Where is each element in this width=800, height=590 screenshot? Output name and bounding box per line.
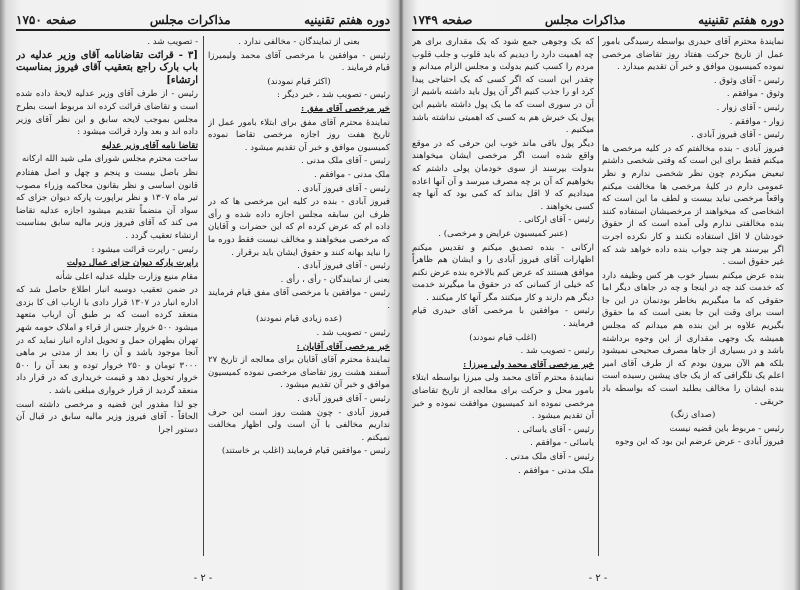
left-page-header — [16, 11, 390, 31]
right-page-header — [412, 11, 784, 31]
paragraph: بنده عرض میکنم بسیار خوب هر کس وظیفه دارد که خدمت کند چه در اینجا و چه در جاهای دیگر اما حقوقی که ما میگیریم بخاطر بودنمان در این جا است برای وقت این جا بعنی است که ما حقوق بگیریم علاوه بر این بنده هم میدانم که مجلس همیشه یک وجهی مقداری از این وجوه برداشته باشد و در بسیاری از جاها مصرف صحیحی نمیشود بلکه هم الآن بیرون بودم که از طرف آقای امیر اعلم یک تلگرافی که از یک جای پیشین رسیده است بنده ایشان را مخالف بطلبد است که بواسطه باد حریقی . — [602, 270, 784, 407]
paragraph: دیگر پول باقی ماند خوب این حرفی که در موقع واقع شده است اگر مرخصی ایشان میخواهند بدولت بپرسند از سوی خودمان پولی داشتم که بخواهیم که آن بر چه مصرف میرسد و آن آنها اعاده میدادیم که لا اقل بداند که کمی بود که آنها چه کسی بخواهند . — [412, 138, 594, 212]
paragraph: رئیس - آقای فیروز آبادی . — [297, 261, 390, 272]
right-page-footer: - ٢ - — [588, 573, 608, 584]
left-page-title: مذاکرات مجلس — [149, 13, 231, 27]
paragraph: رئیس - تصویب شد . — [520, 346, 594, 357]
paragraph: فیروز آبادی - عرض عرضم این بود که این وجوه — [615, 437, 784, 448]
paragraph: رئیس - موافقین قیام فرمایند (اغلب بر خاستند) — [221, 446, 390, 457]
paragraph: وثوق - موافقم . — [726, 89, 784, 100]
paragraph: نمایندهٔ محترم آقای آقایان برای معالجه از تاریخ ۲۷ آسفند هشت روز تقاضای مرخصی نموده کمیسیون موافق و خبر آن تقدیم میشود . — [208, 355, 390, 391]
parenthetical-note: بعنی از تمایندگان - مخالفی ندارد . — [238, 37, 360, 47]
paragraph: ملک مدنی - موافقم . — [518, 465, 594, 476]
paragraph: رئیس - تصویب شد . — [316, 328, 390, 339]
paragraph: نمایندهٔ محترم آقای حیدری بواسطه رسیدگی بامور عمل از تاریخ حرکت هفتاد روز تقاضای مرخصی نموده کمیسیون موافق و خبر آن تقدیم میدارد . — [602, 37, 784, 73]
paragraph: بعنی از تمایندگان - رأی ، رأی . — [280, 274, 390, 285]
right-page-right-column — [602, 36, 784, 556]
paragraph: مقام منیع وزارت جلیله عدلیه اعلی شأنه — [55, 271, 198, 282]
paragraph: ملک مدنی - موافقم . — [314, 169, 390, 180]
right-page-left-column — [412, 36, 594, 556]
paragraph: رئیس - موافقین با مرخصی آقای حیدری قیام فرمایند . — [412, 306, 594, 330]
parenthetical-note: (عنبر کمیسیون عرایض و مرخصی) . — [438, 228, 568, 239]
section-heading: خبر مرخصی آقای محمد ولی میرزا : — [463, 359, 594, 370]
right-page-title: مذاکرات مجلس — [544, 13, 626, 27]
section-heading: خبر مرخصی آقای مفق : — [300, 103, 390, 114]
left-page-left-column — [16, 36, 198, 556]
paragraph: رئیس - مربوط باین قضیه نیست — [669, 423, 784, 434]
parenthetical-note: (اکثر قیام نمودند) — [267, 76, 331, 87]
paragraph: رئیس - آقای یاسائی . — [517, 424, 594, 435]
left-page-term: دوره هفتم تقنينيه — [304, 13, 390, 27]
section-heading: خبر مرخصی آقای آقایان : — [296, 341, 390, 352]
paragraph: رئیس - موافقین با مرخصی آقای مفق قیام فرمایند . — [208, 288, 390, 311]
paragraph: فیروز آبادی - بنده مخالفتم که در کلیه مرخصی ها میکنم فقط برای این است که وقتی شخصی داشتم تبعیض میکردم چون نظر شخصی ندارم و نظر عمومی دارم در کلیهٔ مرخصی ها مخالفت میکنم واقعاً مرخصی نباید بیست و لطف ما این است که اشخاصی که میخواهند از مرخصیشان استفاده کنند بنده مخالفتی ندارم ولی آمده است که از حقوق خودشان لا اقل استفاده نکنند و کار نکرده اجرت اگر بپرسند هر چند جواب بنده داده خواهد شد که غیر حقوق است . — [602, 143, 784, 268]
paragraph: نمایندهٔ محترم آقای محمد ولی میرزا بواسطه ابتلاء بامور محل و حرکت برای معالجه از تاریخ تقاضای مرخصی نموده اند کمیسیون موافقت نموده و خبر آن تقدیم میشود . — [412, 373, 594, 422]
paragraph: رئیس - راپرت قرائت میشود : — [91, 244, 198, 255]
parenthetical-note: (صدای زنگ) — [670, 410, 716, 421]
paragraph: فیروز آبادی - بنده در کلیه این مرخصی ها که در ظرف این سابقه مجلس اجازه داده شده و رأی داده ام که عرض کرده ام که این حضرات و آقایان که مرخصی میخواهند و مخالف نیست فقط دوره ما را نباید بهانه کنند و حقوق ایشان باید برقرار . — [208, 197, 390, 258]
paragraph: جو لذا مقدور این قضیه و مرخصی داشته است الحاقاً - آقای فیروز وزیر مالیه سابق در قبال آن دستور اجرا — [16, 399, 198, 435]
paragraph: - تصویب شد . — [147, 37, 198, 47]
left-page-footer: - ٢ - — [193, 573, 213, 584]
right-page-column-divider — [598, 36, 599, 556]
paragraph: رئیس - آقای فیروز آبادی . — [297, 183, 390, 194]
paragraph: یاسائی - موافقم . — [530, 438, 594, 449]
paragraph: رئیس - آقای ارکانی . — [518, 215, 594, 226]
left-page-column-divider — [203, 36, 204, 556]
left-page-right-column — [208, 36, 390, 556]
paragraph: در ضمن تعقیب دوسیه انبار اطلاع حاصل شد که اداره انبار در ۱۳۰۷ قرار دادی با ارباب اف کا بزدی منعقد کرده است که بر طبق آن ارباب متعهد میشود ۵۰۰ خروار جنس از قراء و املاک حومه شهر تهران بطهران حمل و تحویل اداره انبار نماید که در آنجا موجود باشد و آن را بعد از مدتی بر ماهی ۳۰۰۰ تومان و ۲۵۰ خروار توده و بعد آن را ۵۰۰ خروار تحویل دهد و قیمت خریداری که در قرار داد منعقد گردید از قرار خرواری مبلغی باشد . — [16, 285, 198, 397]
section-heading: راپرت پارکه دیوان جزای عمال دولت — [66, 258, 198, 269]
parenthetical-note: (عده زیادی قیام نمودند) — [256, 314, 342, 325]
paragraph: زوار - موافقم . — [729, 116, 784, 127]
right-page-number: صفحه ۱۷۴۹ — [412, 13, 473, 27]
paragraph: رئیس - آقای وثوق . — [713, 75, 784, 86]
paragraph: رئیس - تصویب شد ، خبر دیگر : — [277, 90, 390, 101]
left-page-number: صفحه ۱۷۵۰ — [16, 13, 77, 27]
paragraph: رئیس - آقای ملک مدنی . — [504, 452, 594, 462]
paragraph: رئیس - موافقین با مرخصی آقای محمد ولیمیرزا قیام فرمایند . — [208, 50, 390, 74]
section-heading: تقاضا نامه آقای وزیر عدلیه — [101, 140, 198, 151]
paragraph: نظر باصل بیست و پنجم و چهل و اصل هفتادم قانون اساسی و نظر بقانون محاکمه وزراء مصوب تیر ماه ۱۳۰۷ و نظر براپورت پارکه دیوان جزای که سواد آن منضماً تقدیم میشود اجازه عدلیه تقاضا می کند که آقای فیروز وزیر مالیه سابق بمناسبت ارتشاء تعقیب گردد . — [16, 167, 198, 241]
paragraph: فیروز آبادی - چون هشت روز است این حرف نداریم مخالفی با آن است ولی اظهار مخالفت نمیکنم . — [208, 407, 390, 443]
paragraph: رئیس - آقای ملک مدنی . — [300, 156, 390, 167]
paragraph: رئیس - آقای فیروز آبادی . — [691, 130, 784, 141]
paragraph: [۳ - قرائت تقاضانامه آقای وزیر عدلیه در باب بارک راجع بتعقیب آقای فیروز بمناسبت ارتشاء] — [16, 49, 198, 86]
paragraph: رئیس - آقای زوار . — [716, 102, 784, 113]
paragraph: ساحت محترم مجلس شورای ملی شید الله ارکانه — [22, 154, 198, 165]
paragraph: رئیس - از طرف آقای وزیر عدلیه لایحهٔ داده شده است و تقاضای قرائت کرده اند مربوط است بطرح مجلس بموجب لایحه سابق و این نظر آقای وزیر داده اند و بعد وارد قرائت میشود : — [16, 89, 198, 138]
left-page — [10, 0, 396, 590]
paragraph: که یک وجوهی جمع شود که یک مقداری برای هر چه اهمیت دارد را دیدیم که باید قلوب و جلب قلوب مردم را کسب کنیم بدولت و مجلس الزام میدانم و چقدر این است که اگر کسی که یک احتیاجی پیدا کرد او را جذب کنیم اگر آن پول باید داشته باشیم از آن در سوری است که ما یک پول داشته باشیم این پول یک خیرش هم به کسی که اهمیتی نداشته باشد میکنیم . — [412, 37, 594, 136]
paragraph: ارکانی - بنده تصدیق میکنم و تقدیس میکنم اظهارات آقای فیروز آبادی را و ایشان هم ظاهراً موافق هستند که عرض کنم بالاخره بنده عرض نکنم که خیلی از کسانی که در حقوق ما میگیرند خدمت دیگر هم دارند و کار میکنند مگر آنها کار میکنند . — [412, 242, 594, 303]
right-page-term: دوره هفتم تقنينيه — [698, 13, 784, 27]
paragraph: نمایندهٔ محترم آقای مفق برای ابتلاء بامور عمل از تاریخ هفت روز اجازه مرخصی تقاضا نموده کمیسیون موافق و خبر آن تقدیم میشود . — [208, 117, 390, 153]
parenthetical-note: (اغلب قیام نمودند) — [469, 332, 537, 343]
paragraph: رئیس - آقای فیروز آبادی . — [297, 394, 390, 405]
right-page — [406, 0, 790, 590]
